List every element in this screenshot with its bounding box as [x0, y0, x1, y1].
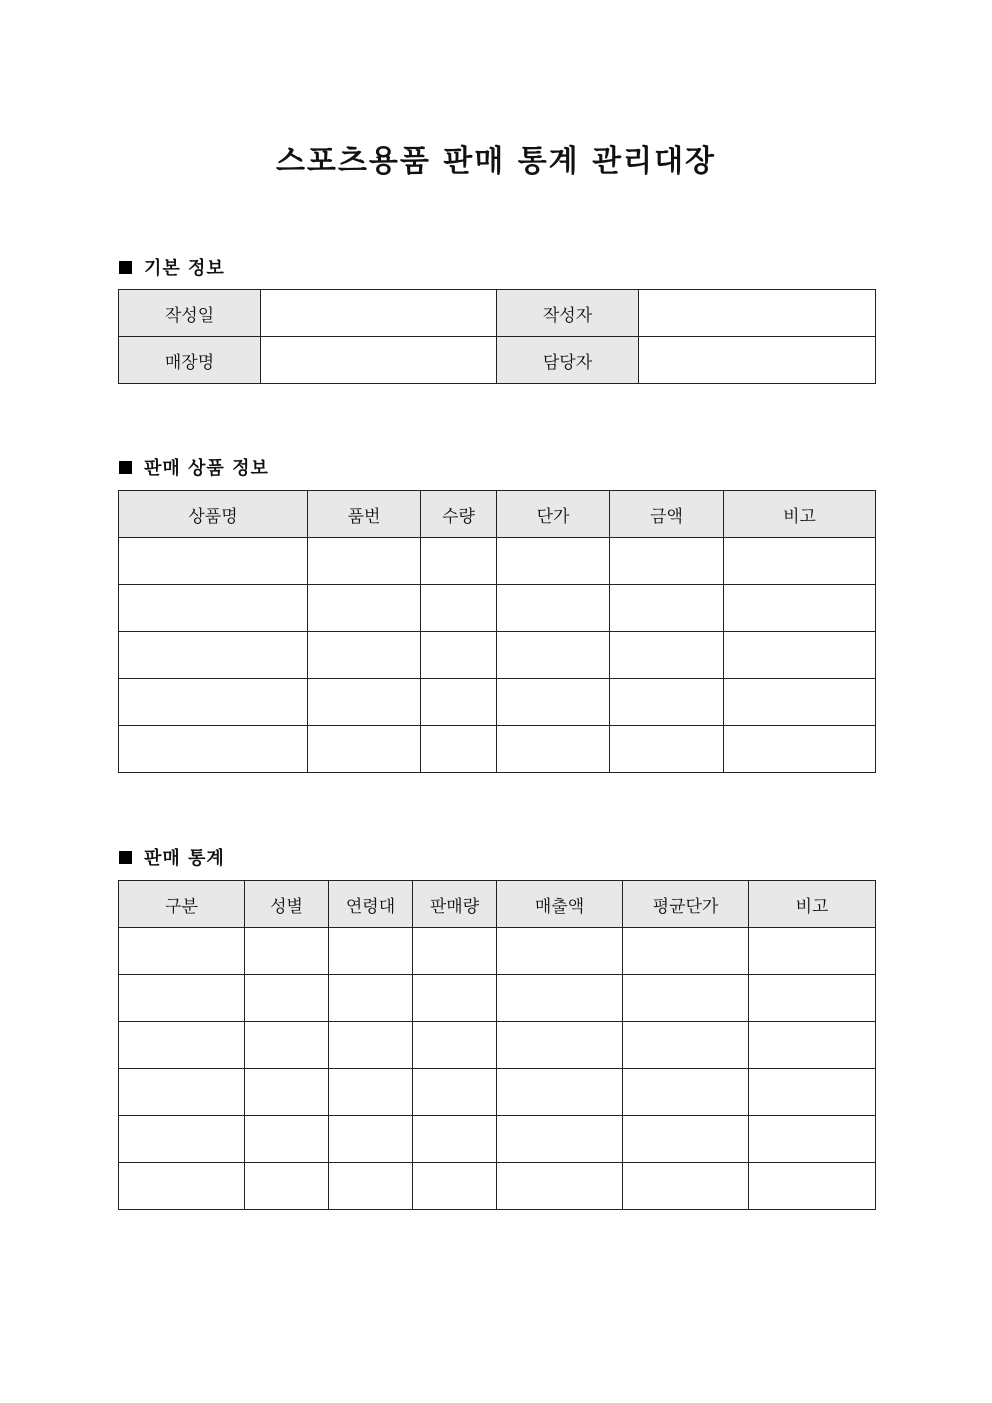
table-row — [119, 632, 876, 679]
table-cell[interactable] — [119, 1022, 245, 1069]
table-row — [119, 1069, 876, 1116]
table-cell[interactable] — [749, 1116, 876, 1163]
column-header-unit-price: 단가 — [497, 491, 610, 538]
table-cell[interactable] — [119, 679, 308, 726]
table-cell[interactable] — [724, 679, 876, 726]
stats-table — [118, 880, 876, 1210]
table-row — [119, 1022, 876, 1069]
table-cell[interactable] — [623, 1022, 749, 1069]
table-cell[interactable] — [610, 726, 724, 773]
products-table — [118, 490, 876, 773]
table-cell[interactable] — [749, 1022, 876, 1069]
table-cell[interactable] — [421, 679, 497, 726]
table-cell[interactable] — [329, 1069, 413, 1116]
table-row — [119, 679, 876, 726]
section-heading-label: 판매 통계 — [144, 848, 225, 869]
table-cell[interactable] — [413, 928, 497, 975]
label-date: 작성일 — [119, 290, 261, 337]
table-cell[interactable] — [497, 679, 610, 726]
column-header-remarks: 비고 — [749, 881, 876, 928]
square-bullet-icon — [119, 851, 132, 864]
table-cell[interactable] — [413, 1163, 497, 1210]
section-heading-label: 판매 상품 정보 — [144, 458, 269, 479]
table-cell[interactable] — [610, 538, 724, 585]
table-cell[interactable] — [119, 928, 245, 975]
section-heading-label: 기본 정보 — [144, 258, 225, 279]
square-bullet-icon — [119, 261, 132, 274]
table-cell[interactable] — [610, 632, 724, 679]
table-row — [119, 726, 876, 773]
table-cell[interactable] — [245, 1069, 329, 1116]
section-heading-products — [119, 454, 269, 480]
author-field[interactable] — [639, 290, 876, 337]
table-cell[interactable] — [749, 1069, 876, 1116]
table-cell[interactable] — [119, 726, 308, 773]
table-cell[interactable] — [329, 1116, 413, 1163]
table-cell[interactable] — [497, 1163, 623, 1210]
table-cell[interactable] — [119, 1069, 245, 1116]
section-heading-basic — [119, 254, 225, 280]
label-store: 매장명 — [119, 337, 261, 384]
table-cell[interactable] — [245, 1022, 329, 1069]
table-cell[interactable] — [497, 1022, 623, 1069]
table-cell[interactable] — [497, 726, 610, 773]
table-cell[interactable] — [421, 726, 497, 773]
label-manager: 담당자 — [497, 337, 639, 384]
table-cell[interactable] — [329, 928, 413, 975]
column-header-sales-volume: 판매량 — [413, 881, 497, 928]
table-header-row — [119, 881, 876, 928]
basic-info-table — [118, 289, 876, 384]
column-header-revenue: 매출액 — [497, 881, 623, 928]
square-bullet-icon — [119, 461, 132, 474]
table-cell[interactable] — [308, 632, 421, 679]
store-field[interactable] — [261, 337, 497, 384]
table-cell[interactable] — [245, 928, 329, 975]
table-cell[interactable] — [245, 975, 329, 1022]
table-cell[interactable] — [245, 1163, 329, 1210]
table-cell[interactable] — [119, 1116, 245, 1163]
table-cell[interactable] — [497, 928, 623, 975]
table-cell[interactable] — [724, 538, 876, 585]
table-cell[interactable] — [119, 1163, 245, 1210]
table-row — [119, 337, 876, 384]
table-cell[interactable] — [413, 1116, 497, 1163]
table-row — [119, 1116, 876, 1163]
table-cell[interactable] — [749, 1163, 876, 1210]
column-header-gender: 성별 — [245, 881, 329, 928]
table-cell[interactable] — [623, 928, 749, 975]
column-header-remarks: 비고 — [724, 491, 876, 538]
table-cell[interactable] — [119, 538, 308, 585]
table-cell[interactable] — [245, 1116, 329, 1163]
table-cell[interactable] — [497, 632, 610, 679]
table-cell[interactable] — [413, 1022, 497, 1069]
table-cell[interactable] — [329, 1163, 413, 1210]
table-cell[interactable] — [749, 928, 876, 975]
table-header-row — [119, 491, 876, 538]
column-header-category: 구분 — [119, 881, 245, 928]
page-title: 스포츠용품 판매 통계 관리대장 — [275, 144, 717, 179]
date-field[interactable] — [261, 290, 497, 337]
table-cell[interactable] — [329, 1022, 413, 1069]
column-header-product-name: 상품명 — [119, 491, 308, 538]
column-header-age-group: 연령대 — [329, 881, 413, 928]
manager-field[interactable] — [639, 337, 876, 384]
table-cell[interactable] — [497, 538, 610, 585]
table-cell[interactable] — [119, 585, 308, 632]
table-cell[interactable] — [623, 1116, 749, 1163]
table-cell[interactable] — [623, 1069, 749, 1116]
table-cell[interactable] — [497, 1069, 623, 1116]
table-cell[interactable] — [724, 632, 876, 679]
section-heading-stats — [119, 844, 225, 870]
table-cell[interactable] — [308, 538, 421, 585]
table-cell[interactable] — [119, 975, 245, 1022]
table-row — [119, 1163, 876, 1210]
table-row — [119, 538, 876, 585]
table-cell[interactable] — [610, 679, 724, 726]
column-header-average-price: 평균단가 — [623, 881, 749, 928]
table-cell[interactable] — [119, 632, 308, 679]
table-row — [119, 975, 876, 1022]
table-cell[interactable] — [308, 726, 421, 773]
label-author: 작성자 — [497, 290, 639, 337]
table-cell[interactable] — [724, 726, 876, 773]
table-cell[interactable] — [724, 585, 876, 632]
table-cell[interactable] — [610, 585, 724, 632]
table-cell[interactable] — [308, 679, 421, 726]
table-row — [119, 928, 876, 975]
table-row — [119, 585, 876, 632]
table-cell[interactable] — [329, 975, 413, 1022]
table-cell[interactable] — [497, 975, 623, 1022]
table-cell[interactable] — [623, 1163, 749, 1210]
table-cell[interactable] — [308, 585, 421, 632]
table-cell[interactable] — [749, 975, 876, 1022]
column-header-quantity: 수량 — [421, 491, 497, 538]
table-cell[interactable] — [421, 632, 497, 679]
table-row — [119, 290, 876, 337]
table-cell[interactable] — [623, 975, 749, 1022]
table-cell[interactable] — [497, 1116, 623, 1163]
table-cell[interactable] — [413, 1069, 497, 1116]
table-cell[interactable] — [413, 975, 497, 1022]
table-cell[interactable] — [497, 585, 610, 632]
column-header-item-number: 품번 — [308, 491, 421, 538]
column-header-amount: 금액 — [610, 491, 724, 538]
table-cell[interactable] — [421, 585, 497, 632]
table-cell[interactable] — [421, 538, 497, 585]
